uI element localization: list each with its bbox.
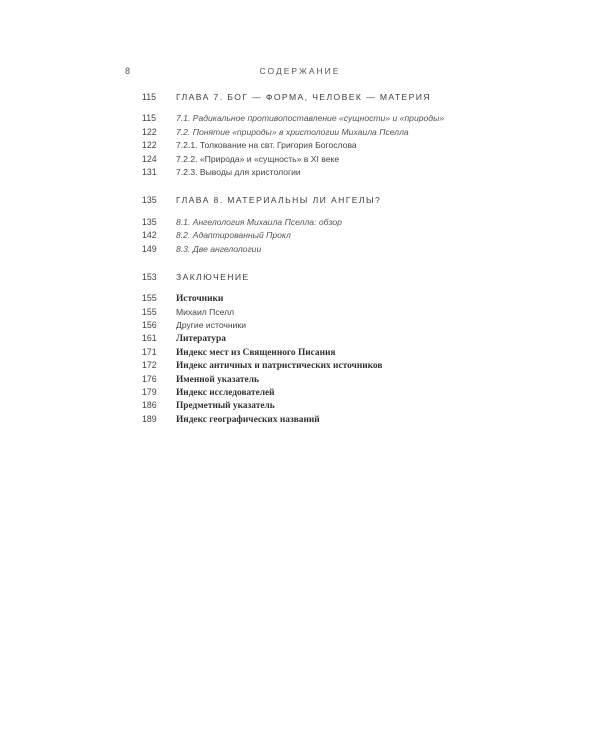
- toc-entry-title: Михаил Пселл: [176, 306, 235, 317]
- toc-section-title: 8.1. Ангелология Михаила Пселла: обзор: [176, 216, 342, 227]
- toc-page-number: 122: [142, 140, 157, 151]
- toc-page-number: 155: [142, 293, 157, 304]
- toc-sources-other[interactable]: [142, 320, 462, 333]
- toc-page-number: 176: [142, 373, 157, 384]
- toc-subsection-title: 7.2.1. Толкование на свт. Григория Богослова: [176, 140, 357, 151]
- toc-entry-title: Другие источники: [176, 320, 247, 331]
- toc-entry-title: Индекс исследователей: [176, 388, 275, 399]
- toc-chapter-title: ЗАКЛЮЧЕНИЕ: [176, 271, 250, 282]
- toc-page-number: 156: [142, 320, 157, 331]
- toc-page-number: 172: [142, 360, 157, 371]
- toc-page-number: 186: [142, 400, 157, 411]
- toc-section-7-1[interactable]: [142, 113, 462, 126]
- toc-page-number: 153: [142, 271, 157, 282]
- toc-page-number: 131: [142, 166, 157, 177]
- toc-index-researchers[interactable]: [142, 387, 462, 400]
- toc-page-number: 124: [142, 153, 157, 164]
- toc-entry-title: Индекс географических названий: [176, 414, 320, 425]
- toc-section-title: 7.1. Радикальное противопоставление «сущности» и «природы»: [176, 113, 445, 124]
- toc-index-scripture[interactable]: [142, 347, 462, 360]
- toc-entry-title: Источники: [176, 294, 224, 305]
- toc-entry-title: Индекс античных и патристических источников: [176, 361, 383, 372]
- toc-index-subject[interactable]: [142, 400, 462, 413]
- toc-section-title: 7.2. Понятие «природы» в христологии Михаила Пселла: [176, 126, 409, 137]
- toc-subsection-title: 7.2.2. «Природа» и «сущность» в XI веке: [176, 153, 340, 164]
- toc-subsection-7-2-2[interactable]: [142, 154, 462, 167]
- toc-page-number: 149: [142, 243, 157, 254]
- toc-section-title: 8.2. Адаптированный Прокл: [176, 230, 291, 241]
- toc-page-number: 142: [142, 230, 157, 241]
- toc-sources[interactable]: [142, 293, 462, 306]
- toc-section-7-2[interactable]: [142, 127, 462, 140]
- toc-sources-psellos[interactable]: [142, 307, 462, 320]
- toc-subsection-title: 7.2.3. Выводы для христологии: [176, 166, 301, 177]
- toc-literature[interactable]: [142, 333, 462, 346]
- toc-page-number: 161: [142, 333, 157, 344]
- toc-index-ancient-sources[interactable]: [142, 360, 462, 373]
- toc-conclusion[interactable]: [142, 272, 462, 285]
- toc-page-number: 189: [142, 413, 157, 424]
- toc-subsection-7-2-3[interactable]: [142, 167, 462, 180]
- table-of-contents: [142, 92, 462, 427]
- toc-chapter-title: ГЛАВА 7. БОГ — ФОРМА, ЧЕЛОВЕК — МАТЕРИЯ: [176, 92, 431, 102]
- toc-index-names[interactable]: [142, 374, 462, 387]
- toc-page-number: 155: [142, 306, 157, 317]
- toc-entry-title: Предметный указатель: [176, 401, 275, 412]
- toc-chapter-8[interactable]: [142, 195, 462, 208]
- toc-section-title: 8.3. Две ангелологии: [176, 243, 262, 254]
- toc-chapter-7[interactable]: [142, 92, 462, 105]
- toc-entry-title: Именной указатель: [176, 374, 259, 385]
- toc-page-number: 171: [142, 346, 157, 357]
- toc-entry-title: Индекс мест из Священного Писания: [176, 347, 336, 358]
- running-header: СОДЕРЖАНИЕ: [259, 66, 341, 76]
- toc-page-number: 135: [142, 216, 157, 227]
- toc-entry-title: Литература: [176, 334, 226, 345]
- toc-subsection-7-2-1[interactable]: [142, 140, 462, 153]
- toc-page-number: 122: [142, 126, 157, 137]
- page-number: 8: [125, 66, 131, 76]
- toc-page-number: 135: [142, 195, 157, 206]
- toc-page-number: 179: [142, 387, 157, 398]
- toc-chapter-title: ГЛАВА 8. МАТЕРИАЛЬНЫ ЛИ АНГЕЛЫ?: [176, 195, 382, 206]
- toc-section-8-1[interactable]: [142, 217, 462, 230]
- toc-index-geography[interactable]: [142, 414, 462, 427]
- toc-page-number: 115: [142, 113, 157, 124]
- toc-page-number: 115: [142, 92, 157, 102]
- toc-section-8-2[interactable]: [142, 230, 462, 243]
- toc-section-8-3[interactable]: [142, 244, 462, 257]
